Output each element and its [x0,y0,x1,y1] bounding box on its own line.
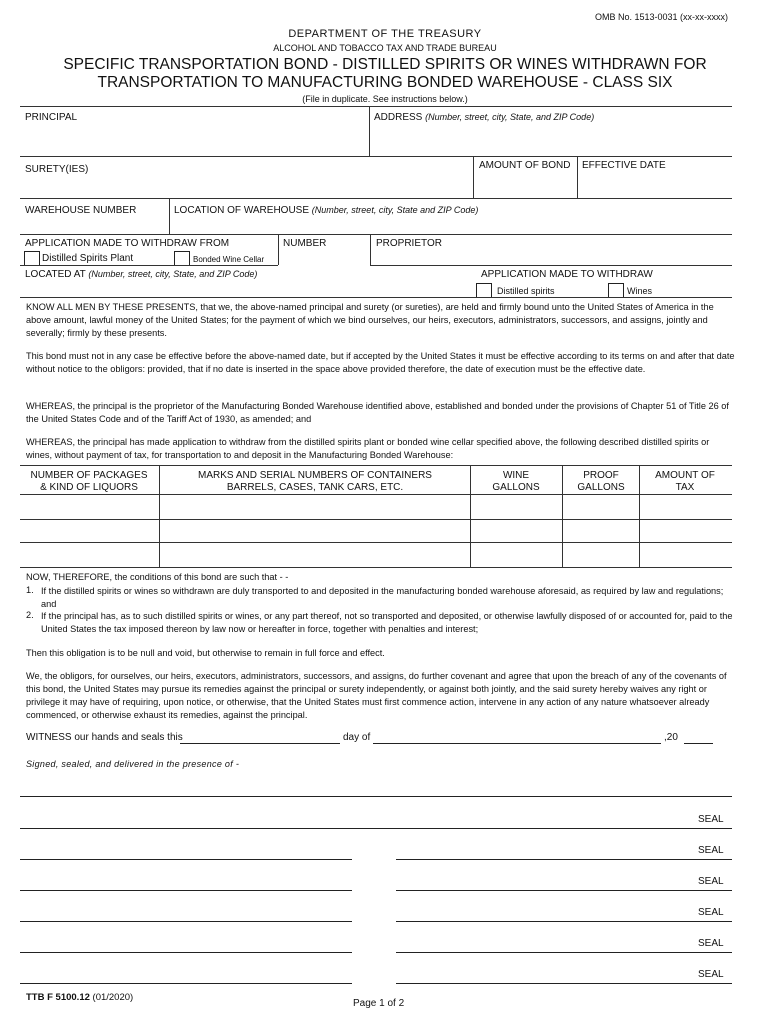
bonded-wine-cellar-checkbox[interactable] [174,251,190,266]
bureau: ALCOHOL AND TOBACCO TAX AND TRADE BUREAU [273,43,497,53]
null-and-void-clause: Then this obligation is to be null and void, but otherwise to remain in full force and effect. [26,648,385,658]
effective-date-field[interactable] [578,157,732,198]
department: DEPARTMENT OF THE TREASURY [288,28,482,40]
location-of-warehouse-label: LOCATION OF WAREHOUSE (Number, street, city, State and ZIP Code) [174,205,479,216]
distilled-spirits-plant-label: Distilled Spirits Plant [42,253,134,264]
distilled-spirits-label: Distilled spirits [497,286,555,296]
paragraph-effective: This bond must not in any case be effective before the above-named date, but if accepted by the United States it must be effective according to its terms on and after that date without notice to the obligors: provided, that if no date is inserted in the space above provided therefore, the date of execution must be the effective date. [26,351,735,374]
signature-line[interactable] [396,921,732,922]
col-amount-tax-header: AMOUNT OF TAX [655,470,715,493]
form-title-line2: TRANSPORTATION TO MANUFACTURING BONDED WAREHOUSE - CLASS SIX [97,74,673,91]
table-row[interactable] [20,495,732,519]
signature-line[interactable] [396,952,732,953]
witness-year-line[interactable] [684,743,713,744]
paragraph-whereas-application: WHEREAS, the principal has made application to withdraw from the distilled spirits plant or bonded wine cellar specified above, the following described distilled spirits or wines, without payment of tax, for transportation to and deposit in the Manufacturing Bonded Warehouse: [26,437,710,460]
signature-line[interactable] [20,828,732,829]
proprietor-label: PROPRIETOR [376,238,442,249]
wines-label: Wines [627,286,653,296]
witness-signature-line[interactable] [20,796,732,797]
page-number: Page 1 of 2 [353,998,405,1009]
witness-label: WITNESS our hands and seals this [26,732,183,743]
located-at-label: LOCATED AT (Number, street, city, State, and ZIP Code) [25,269,258,280]
condition-2: If the principal has, as to such distilled spirits or wines, or any part thereof, not so transported and deposited, or otherwise lawfully disposed of or accounted for, paid to the United States the tax imposed thereon by law now or hereafter in force, together with penalties and interest; [41,611,733,634]
signed-sealed-label: Signed, sealed, and delivered in the presence of - [26,759,240,769]
effective-date-label: EFFECTIVE DATE [582,160,666,171]
witness-day-line[interactable] [180,743,340,744]
amount-of-bond-label: AMOUNT OF BOND [479,160,571,171]
witness-signature-line[interactable] [20,890,352,891]
paragraph-know-all-men: KNOW ALL MEN BY THESE PRESENTS, that we, the above-named principal and surety (or sureties), are held and firmly bound unto the United States of America in the above amount, lawful money of the United States; for the payment of which we bind ourselves, our heirs, executors, administrators, successors, and assigns, jointly and severally; firmly by these presents. [26,302,714,338]
number-label: NUMBER [283,238,327,249]
witness-signature-line[interactable] [20,859,352,860]
seal-label: SEAL [698,938,724,949]
condition-2-number: 2. [26,610,34,620]
col-wine-gallons-header: WINE GALLONS [492,470,540,493]
principal-label: PRINCIPAL [25,112,78,123]
paragraph-whereas-proprietor: WHEREAS, the principal is the proprietor of the Manufacturing Bonded Warehouse identified above, established and bonded under the provisions of Chapter 51 of Title 26 of the United States Code and of the Tariff Act of 1930, as amended; and [26,401,729,424]
seal-label: SEAL [698,845,724,856]
located-at-field[interactable] [20,266,470,296]
bonded-wine-cellar-label: Bonded Wine Cellar [193,255,265,264]
year-label: ,20 [664,732,678,743]
col-marks-header: MARKS AND SERIAL NUMBERS OF CONTAINERS BARRELS, CASES, TANK CARS, ETC. [198,470,432,493]
address-label: ADDRESS (Number, street, city, State, and ZIP Code) [374,112,595,123]
proprietor-field[interactable] [371,235,732,265]
wines-checkbox[interactable] [608,283,624,298]
sureties-field[interactable] [20,157,472,198]
witness-signature-line[interactable] [20,952,352,953]
amount-of-bond-field[interactable] [474,157,576,198]
address-field[interactable] [370,107,732,156]
seal-label: SEAL [698,814,724,825]
form-title-line1: SPECIFIC TRANSPORTATION BOND - DISTILLED SPIRITS OR WINES WITHDRAWN FOR [63,56,707,73]
col-packages-header: NUMBER OF PACKAGES & KIND OF LIQUORS [30,470,148,493]
conditions-intro: NOW, THEREFORE, the conditions of this bond are such that - - [26,572,289,582]
form-number: TTB F 5100.12 (01/2020) [26,992,134,1003]
withdraw-from-label: APPLICATION MADE TO WITHDRAW FROM [25,238,230,249]
divider [20,297,732,298]
seal-label: SEAL [698,876,724,887]
day-of-label: day of [343,732,371,743]
seal-label: SEAL [698,969,724,980]
distilled-spirits-checkbox[interactable] [476,283,492,298]
signature-line[interactable] [396,983,732,984]
warehouse-number-field[interactable] [20,199,168,234]
witness-signature-line[interactable] [20,983,352,984]
condition-1: If the distilled spirits or wines so withdrawn are duly transported to and deposited in the manufacturing bonded warehouse aforesaid, as required by law and regulations; and [41,586,724,609]
number-field[interactable] [279,235,369,265]
principal-field[interactable] [20,107,368,156]
sureties-label: SURETY(IES) [25,164,89,175]
signature-line[interactable] [396,890,732,891]
witness-month-line[interactable] [373,743,661,744]
col-proof-gallons-header: PROOF GALLONS [577,470,625,493]
condition-1-number: 1. [26,585,34,595]
instructions-note: (File in duplicate. See instructions below.) [302,94,468,104]
distilled-spirits-plant-checkbox[interactable] [24,251,40,266]
table-row[interactable] [20,520,732,542]
omb-number: OMB No. 1513-0031 (xx-xx-xxxx) [594,12,728,22]
warehouse-number-label: WAREHOUSE NUMBER [25,205,137,216]
withdraw-label: APPLICATION MADE TO WITHDRAW [481,269,653,280]
obligors-covenant: We, the obligors, for ourselves, our heirs, executors, administrators, successors, and assigns, do further covenant and agree that upon the breach of any of the covenants of this bond, the United States may pursue its remedies against the principal or surety independently, or against both jointly, and the said surety hereby waives any right or privilege it may have of requiring, upon notice, or otherwise, that the United States must first commence action, intervene in any action of any nature whatsoever already commenced, or otherwise exhaust its remedies, against the principal. [26,671,727,720]
location-of-warehouse-field[interactable] [170,199,732,234]
seal-label: SEAL [698,907,724,918]
table-row[interactable] [20,543,732,566]
witness-signature-line[interactable] [20,921,352,922]
signature-line[interactable] [396,859,732,860]
